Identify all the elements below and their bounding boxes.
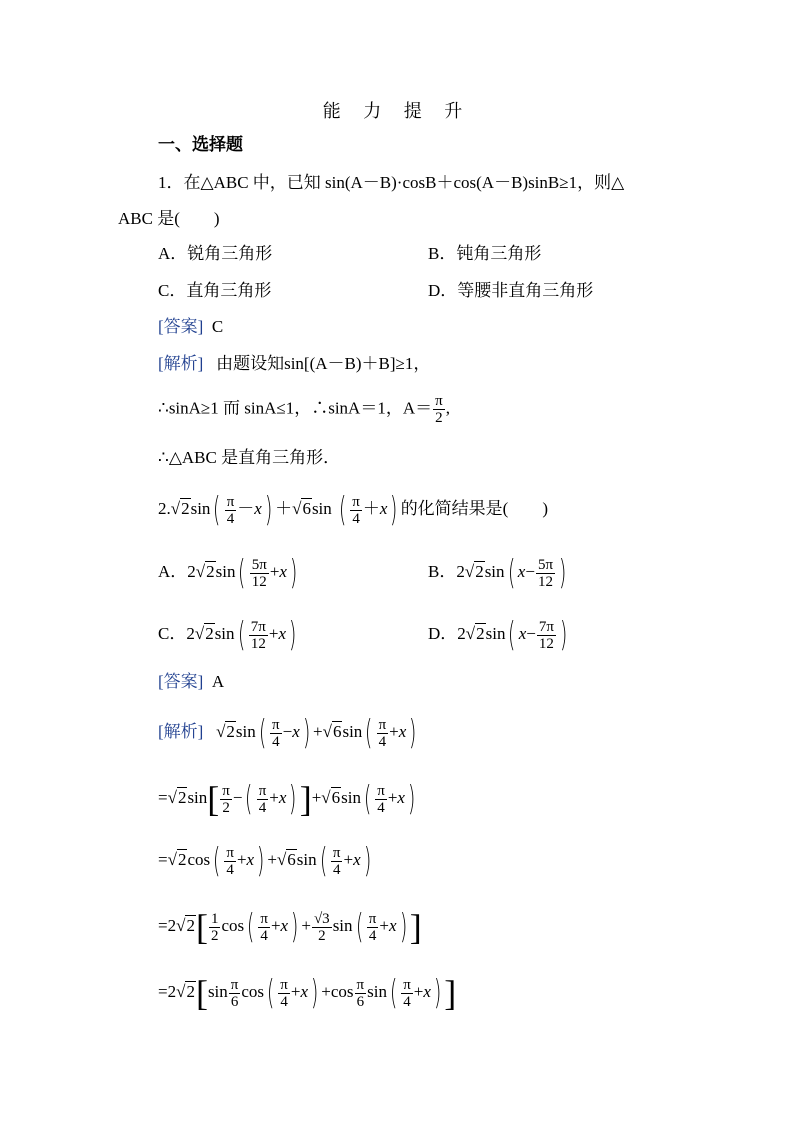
analysis-text: ∴sinA≥1 而 sinA≤1，∴sinA＝1，A＝	[158, 398, 433, 418]
q2-option-b: B．2√2sin( x− $\frac{5\pi}{12}$ )	[428, 553, 567, 593]
analysis-tag: [解析]	[158, 354, 204, 373]
analysis-text: ,	[445, 398, 450, 418]
q2-option-a: A．2√2sin( $\frac{5\pi}{12}$ +x)	[158, 553, 298, 593]
q1-analysis-line3: ∴△ABC 是直角三角形．	[158, 448, 341, 467]
q1-option-b: B．钝角三角形	[428, 244, 542, 263]
q1-option-d: D．等腰非直角三角形	[428, 281, 594, 300]
q1-option-c: C．直角三角形	[158, 281, 272, 300]
q2-analysis-step3: =√2cos( $\frac{\pi}{4}$ +x) +√6sin( $\frac{\pi}{4}$ +x)	[158, 841, 371, 881]
q2-analysis-step4: =2√2[ $\frac{1}{2}$ cos( $\frac{\pi}{4}$ +x) + $\frac{√3}{2}$ sin( $\frac{\pi}{4}$ +x)]	[158, 907, 422, 947]
q2-stem: 2.√2sin( $\frac{\pi}{4}$ －x) ＋√6sin ( $\frac{\pi}{4}$ ＋x) 的化简结果是( )	[158, 490, 549, 530]
q1-stem-line2: ABC 是( )	[118, 209, 220, 228]
q2-answer	[158, 671, 224, 693]
answer-tag: [答案]	[158, 672, 204, 691]
q2-option-c: C．2√2sin( $\frac{7\pi}{12}$ +x)	[158, 615, 297, 655]
q2-analysis-step5: =2√2[sin $\frac{\pi}{6}$ cos( $\frac{\pi}{4}$ +x) +cos $\frac{\pi}{6}$ sin( $\frac{\pi}{4}$ +x)]	[158, 973, 457, 1013]
fraction-pi-over-2: $\frac{\pi}{2}$	[435, 393, 443, 426]
q1-analysis-line1	[158, 353, 430, 375]
q2-analysis-step2: =√2sin[ $\frac{\pi}{2}$ −( $\frac{\pi}{4}$ +x)]+√6sin( $\frac{\pi}{4}$ +x)	[158, 779, 416, 819]
q2-option-d: D．2√2sin( x− $\frac{7\pi}{12}$ )	[428, 615, 568, 655]
q1-option-a: A．锐角三角形	[158, 244, 273, 263]
section-heading: 一、选择题	[158, 135, 243, 154]
q1-analysis-line2	[158, 393, 450, 426]
q1-stem-line1: 1．在△ABC 中，已知 sin(A－B)·cosB＋cos(A－B)sinB≥1，则△	[158, 173, 625, 192]
answer-value: C	[211, 317, 224, 336]
q2-analysis-step1: [解析] √2sin( $\frac{\pi}{4}$ −x) +√6sin( $\frac{\pi}{4}$ +x)	[158, 713, 417, 753]
q1-answer	[158, 316, 223, 338]
answer-tag: [答案]	[158, 317, 204, 336]
analysis-tag: [解析]	[158, 721, 204, 741]
page-title: 能 力 提 升	[322, 101, 472, 121]
answer-value: A	[211, 672, 225, 691]
analysis-text: 由题设知sin[(A－B)＋B]≥1，	[216, 354, 431, 373]
